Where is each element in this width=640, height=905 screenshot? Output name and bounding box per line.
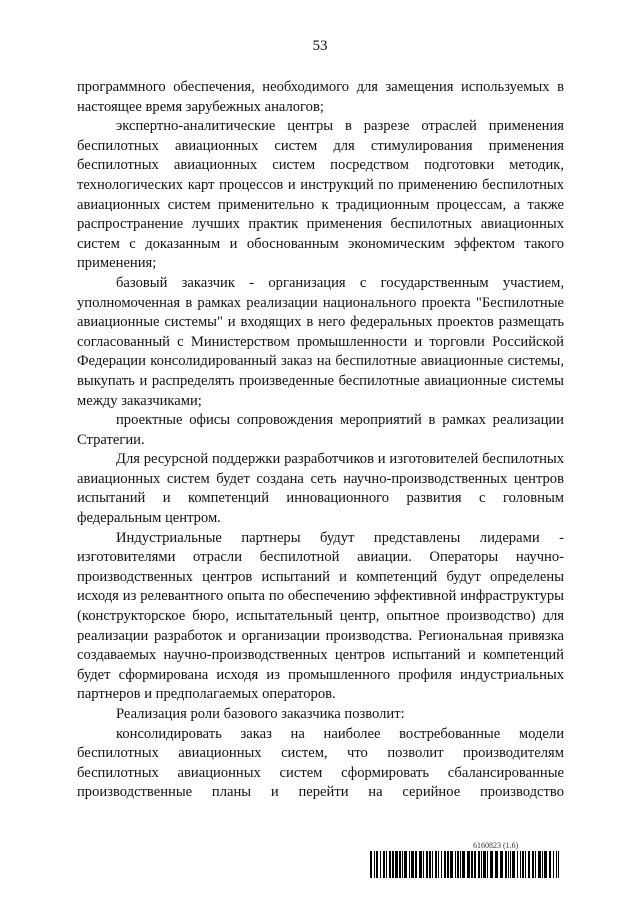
- barcode-image: [370, 851, 562, 878]
- paragraph-5: Индустриальные партнеры будут представлены лидерами - изготовителями отрасли беспилотной авиации. Операторы научно-производственных центров испытаний и компетенций будут определены исходя из релевантного опыта по обеспечению эффективной инфраструктуры (конструкторское бюро, испытательный центр, опытное производство) для реализации разработок и организации производства. Региональная привязка создаваемых научно-производственных центров испытаний и компетенций будет сформирована исходя из промышленного профиля индустриальных партнеров и предполагаемых операторов.: [77, 529, 564, 703]
- paragraph-6: Реализация роли базового заказчика позволит:: [116, 706, 405, 722]
- document-body: [77, 78, 564, 803]
- paragraph-4: Для ресурсной поддержки разработчиков и изготовителей беспилотных авиационных систем будет создана сеть научно-производственных центров испытаний и компетенций инновационного развития с головным федеральным центром.: [77, 451, 564, 527]
- paragraph-7: консолидировать заказ на наиболее востребованные модели беспилотных авиационных систем, что позволит производителям беспилотных авиационных систем сформировать сбалансированные производственные планы и перейти на серийное производство: [77, 725, 564, 801]
- page-number: 53: [312, 38, 328, 54]
- paragraph-3: проектные офисы сопровождения мероприятий в рамках реализации Стратегии.: [77, 412, 564, 448]
- paragraph-2: базовый заказчик - организация с государственным участием, уполномоченная в рамках реализации национального проекта "Беспилотные авиационные системы" и входящих в него федеральных проектов размещать согласованный с Министерством промышленности и торговли Российской Федерации консолидированный заказ на беспилотные авиационные системы, выкупать и распределять произведенные беспилотные авиационные системы между заказчиками;: [77, 274, 564, 409]
- paragraph-1: экспертно-аналитические центры в разрезе отраслей применения беспилотных авиационных систем для стимулирования применения беспилотных авиационных систем посредством подготовки методик, технологических карт процессов и инструкций по применению беспилотных авиационных систем применительно к традиционным процессам, а также распространение лучших практик применения беспилотных авиационных систем с доказанным и обоснованным экономическим эффектом такого применения;: [77, 118, 564, 272]
- document-code: 6160823 (1.6): [473, 841, 519, 850]
- paragraph-0: программного обеспечения, необходимого для замещения используемых в настоящее время зарубежных аналогов;: [77, 79, 564, 115]
